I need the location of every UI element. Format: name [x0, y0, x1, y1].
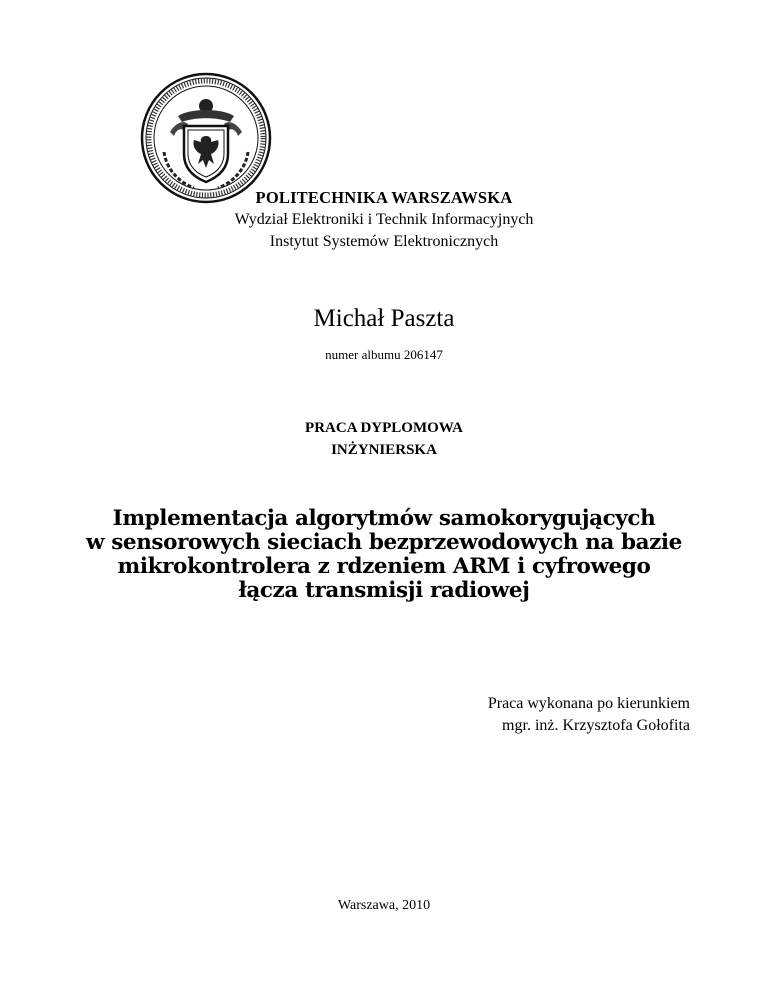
title-line-1: Implementacja algorytmów samokorygujących	[112, 506, 656, 531]
faculty-name: Wydział Elektroniki i Technik Informacyjnych	[234, 211, 534, 228]
institute-name: Instytut Systemów Elektronicznych	[269, 233, 499, 250]
place-date: Warszawa, 2010	[337, 898, 431, 913]
thesis-title	[0, 507, 768, 603]
supervisor-line-2: mgr. inż. Krzysztofa Gołofita	[502, 717, 690, 734]
title-line-3: mikrokontrolera z rdzeniem ARM i cyfrowego	[117, 554, 651, 579]
thesis-type-line-1: PRACA DYPLOMOWA	[305, 420, 463, 436]
supervisor-line-1: Praca wykonana po kierunkiem	[487, 695, 690, 712]
supervisor-block	[488, 693, 690, 737]
thesis-type-line-2: INŻYNIERSKA	[331, 442, 437, 458]
university-name: POLITECHNIKA WARSZAWSKA	[255, 188, 513, 207]
album-number: numer albumu 206147	[325, 347, 443, 362]
author-name: Michał Paszta	[313, 305, 455, 332]
title-line-4: łącza transmisji radiowej	[238, 578, 530, 603]
title-line-2: w sensorowych sieciach bezprzewodowych na bazie	[86, 530, 682, 555]
university-seal-icon	[140, 72, 272, 204]
